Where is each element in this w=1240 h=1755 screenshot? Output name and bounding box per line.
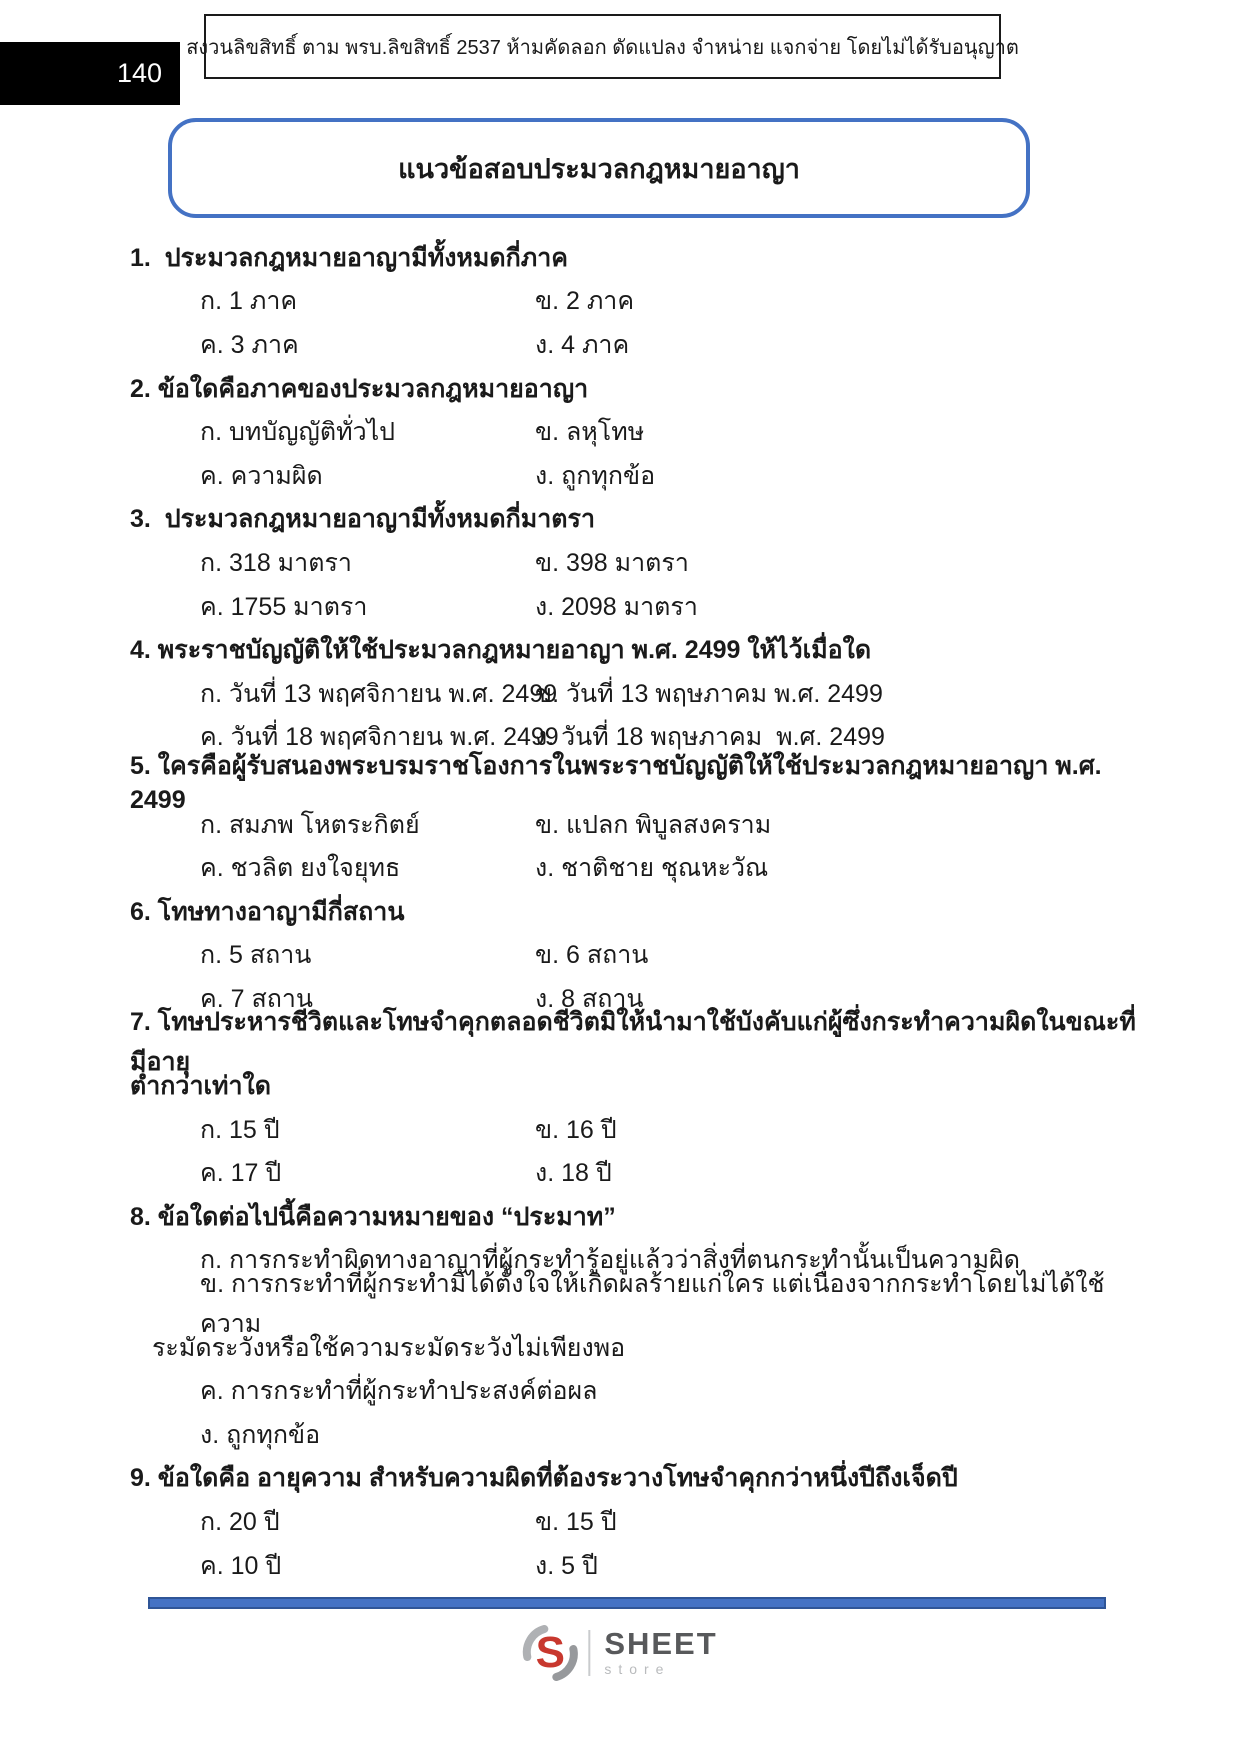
- choice-row: [130, 1369, 1140, 1413]
- choice-option: ง. 5 ปี: [535, 1551, 598, 1580]
- choice-option: ข. วันที่ 13 พฤษภาคม พ.ศ. 2499: [535, 679, 883, 708]
- choice-option: ง. 8 สถาน: [535, 984, 644, 1013]
- choice-option: ก. 15 ปี: [200, 1115, 280, 1144]
- choice-row: [130, 977, 1140, 1021]
- question-text: 6. โทษทางอาญามีกี่สถาน: [130, 897, 405, 926]
- logo-brand-name: SHEET: [604, 1626, 718, 1661]
- choice-row: [130, 716, 1140, 760]
- choice-option: ข. 16 ปี: [535, 1115, 617, 1144]
- choice-option: ข. แปลก พิบูลสงคราม: [535, 810, 772, 839]
- choice-option: ค. วันที่ 18 พฤศจิกายน พ.ศ. 2499: [200, 723, 559, 752]
- choice-row: [130, 1500, 1140, 1544]
- question-text: 8. ข้อใดต่อไปนี้คือความหมายของ “ประมาท”: [130, 1202, 616, 1231]
- choice-option: ก. 1 ภาค: [200, 287, 298, 316]
- choice-row: [130, 1544, 1140, 1588]
- choice-row: [130, 585, 1140, 629]
- choice-row: [130, 1413, 1140, 1457]
- choice-option: ค. 1755 มาตรา: [200, 592, 368, 621]
- choice-row: [130, 846, 1140, 890]
- footer-divider-bar: [148, 1597, 1106, 1609]
- question-text: 7. โทษประหารชีวิตและโทษจำคุกตลอดชีวิตมิให้นำมาใช้บังคับแก่ผู้ซึ่งกระทำความผิดในขณะที่มีอายุ: [130, 1008, 1136, 1077]
- choice-option: ค. การกระทำที่ผู้กระทำประสงค์ต่อผล: [200, 1377, 598, 1406]
- choice-option: ข. 15 ปี: [535, 1508, 617, 1537]
- choice-row: [130, 934, 1140, 978]
- choice-row: [130, 672, 1140, 716]
- choice-option: ง. ถูกทุกข้อ: [200, 1420, 321, 1449]
- choice-option: ก. 318 มาตรา: [200, 548, 352, 577]
- question-text: 3. ประมวลกฎหมายอาญามีทั้งหมดกี่มาตรา: [130, 505, 595, 534]
- logo-divider: [588, 1630, 590, 1676]
- page-number-badge: 140: [0, 42, 180, 105]
- choice-option: ง. 18 ปี: [535, 1159, 612, 1188]
- choice-option: ค. ความผิด: [200, 461, 323, 490]
- question-text: 5. ใครคือผู้รับสนองพระบรมราชโองการในพระราชบัญญัติให้ใช้ประมวลกฎหมายอาญา พ.ศ. 2499: [130, 752, 1109, 815]
- choice-option: ข. 398 มาตรา: [535, 548, 689, 577]
- choice-row: [130, 1108, 1140, 1152]
- choice-option: ง. วันที่ 18 พฤษภาคม พ.ศ. 2499: [535, 723, 885, 752]
- choice-option: ก. 5 สถาน: [200, 941, 312, 970]
- choice-option: ค. 17 ปี: [200, 1159, 282, 1188]
- question-text: 1. ประมวลกฎหมายอาญามีทั้งหมดกี่ภาค: [130, 243, 569, 272]
- choice-option: ค. ชวลิต ยงใจยุทธ: [200, 854, 401, 883]
- exam-title: แนวข้อสอบประมวลกฎหมายอาญา: [168, 118, 1030, 218]
- choice-option: ข. 2 ภาค: [535, 287, 635, 316]
- choice-row: [130, 323, 1140, 367]
- choice-option: ค. 7 สถาน: [200, 984, 313, 1013]
- choice-row: [130, 454, 1140, 498]
- sheet-store-logo-icon: [522, 1624, 578, 1682]
- choice-option-continued: ระมัดระวังหรือใช้ความระมัดระวังไม่เพียงพอ: [152, 1333, 626, 1362]
- choice-row: [130, 541, 1140, 585]
- choice-option: ก. วันที่ 13 พฤศจิกายน พ.ศ. 2499: [200, 679, 558, 708]
- choice-option: ง. ถูกทุกข้อ: [535, 461, 656, 490]
- copyright-notice: สงวนลิขสิทธิ์ ตาม พรบ.ลิขสิทธิ์ 2537 ห้ามคัดลอก ดัดแปลง จำหน่าย แจกจ่าย โดยไม่ได้รับอนุญาต: [204, 14, 1001, 79]
- logo-brand-subtitle: store: [604, 1661, 671, 1677]
- question-text-continued: ต่ำกว่าเท่าใด: [130, 1072, 271, 1101]
- choice-option: ข. การกระทำที่ผู้กระทำมิได้ตั้งใจให้เกิดผลร้ายแก่ใคร แต่เนื่องจากกระทำโดยไม่ได้ใช้ความ: [200, 1270, 1105, 1339]
- choice-option: ข. 6 สถาน: [535, 941, 649, 970]
- choice-option: ง. 2098 มาตรา: [535, 592, 698, 621]
- question-text: 9. ข้อใดคือ อายุความ สำหรับความผิดที่ต้องระวางโทษจำคุกกว่าหนึ่งปีถึงเจ็ดปี: [130, 1464, 958, 1493]
- choice-option: ก. สมภพ โหตระกิตย์: [200, 810, 420, 839]
- choice-option: ค. 3 ภาค: [200, 330, 299, 359]
- sheet-store-logo: [522, 1624, 717, 1682]
- choice-option: ก. บทบัญญัติทั่วไป: [200, 418, 396, 447]
- choice-option: ค. 10 ปี: [200, 1551, 282, 1580]
- choice-option: ก. 20 ปี: [200, 1508, 280, 1537]
- choice-option: ก. การกระทำผิดทางอาญาที่ผู้กระทำรู้อยู่แล้วว่าสิ่งที่ตนกระทำนั้นเป็นความผิด: [200, 1246, 1021, 1275]
- question-text: 4. พระราชบัญญัติให้ใช้ประมวลกฎหมายอาญา พ.ศ. 2499 ให้ไว้เมื่อใด: [130, 636, 872, 665]
- choice-row: [130, 410, 1140, 454]
- choice-row: [130, 803, 1140, 847]
- question-text: 2. ข้อใดคือภาคของประมวลกฎหมายอาญา: [130, 374, 589, 403]
- choice-option: ง. 4 ภาค: [535, 330, 630, 359]
- choice-row: [130, 1151, 1140, 1195]
- choice-option: ข. ลหุโทษ: [535, 418, 645, 447]
- choice-row: [130, 280, 1140, 324]
- svg-text:S: S: [535, 1628, 565, 1677]
- logo-text: [604, 1626, 718, 1677]
- choice-row: [130, 1270, 1140, 1339]
- question-list: [130, 236, 1140, 1587]
- choice-option: ง. ชาติชาย ชุณหะวัณ: [535, 854, 769, 883]
